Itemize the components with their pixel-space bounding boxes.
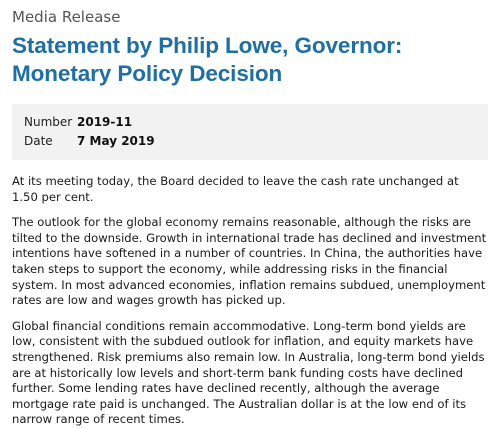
meta-number-value: 2019-11 <box>77 115 133 129</box>
meta-number-label: Number <box>24 115 73 129</box>
meta-date-value: 7 May 2019 <box>77 134 155 148</box>
release-body <box>12 174 488 428</box>
body-paragraph-1: At its meeting today, the Board decided to leave the cash rate unchanged at 1.50 per cent. <box>12 174 459 204</box>
release-meta-box <box>12 104 488 160</box>
meta-row-number <box>24 113 488 132</box>
page-title <box>12 32 488 88</box>
body-paragraph-3: Global financial conditions remain accommodative. Long-term bond yields are low, consistent with the subdued outlook for inflation, and equity markets have strengthened. Risk premiums also remain low. In Australia, long-term bond yields are at historically low levels and short-term bank funding costs have declined further. Some lending rates have declined recently, although the average mortgage rate paid is unchanged. The Australian dollar is at the low end of its narrow range of recent times. <box>12 318 485 427</box>
body-paragraph-2: The outlook for the global economy remains reasonable, although the risks are tilted to the downside. Growth in international trade has declined and investment intentions have softened in a number of countries. In China, the authorities have taken steps to support the economy, while addressing risks in the financial system. In most advanced economies, inflation remains subdued, unemployment rates are low and wages growth has picked up. <box>12 215 487 308</box>
title-line-2: Monetary Policy Decision <box>12 61 283 86</box>
meta-row-date <box>24 132 488 151</box>
meta-date-label: Date <box>24 134 53 148</box>
title-line-1: Statement by Philip Lowe, Governor: <box>12 33 403 58</box>
media-release-kicker: Media Release <box>12 8 121 26</box>
